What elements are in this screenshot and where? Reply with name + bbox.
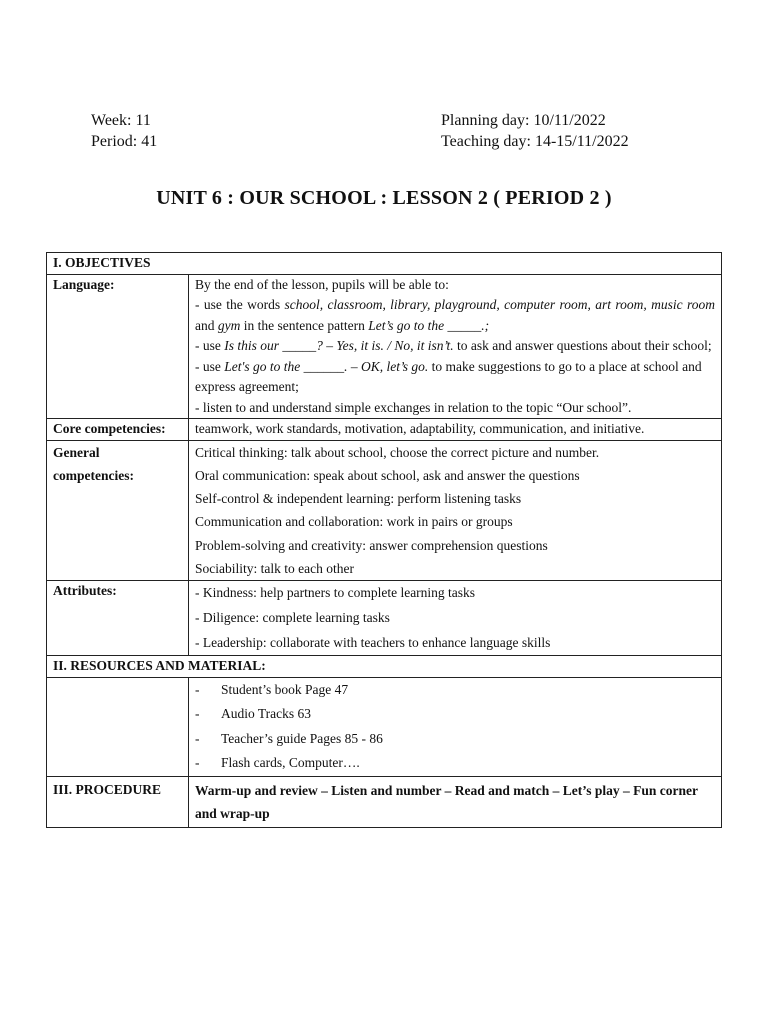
general-line: Self-control & independent learning: perform listening tasks <box>195 491 522 507</box>
attributes-content <box>189 581 722 656</box>
language-item-2: - use Is this our _____? – Yes, it is. / No, it isn’t. to ask and answer questions about their school; <box>195 338 712 353</box>
week-label: Week: 11 <box>91 112 151 129</box>
general-competencies-row <box>47 440 722 581</box>
procedure-row <box>47 776 722 827</box>
general-competencies-content <box>189 440 722 581</box>
general-competencies-label: General competencies: <box>47 440 189 581</box>
resources-heading-row <box>47 656 722 678</box>
core-competencies-row <box>47 419 722 441</box>
header-right <box>441 110 629 152</box>
resource-item: - Teacher’s guide Pages 85 - 86 <box>195 730 383 746</box>
language-row <box>47 274 722 419</box>
planning-day-label: Planning day: 10/11/2022 <box>441 112 606 129</box>
general-line: Problem-solving and creativity: answer comprehension questions <box>195 537 548 553</box>
language-intro: By the end of the lesson, pupils will be able to: <box>195 276 449 292</box>
resources-empty-cell <box>47 677 189 776</box>
general-line: Communication and collaboration: work in pairs or groups <box>195 514 513 530</box>
language-item-3: - use Let's go to the ______. – OK, let’s go. to make suggestions to go to a place at school and express agreement; <box>195 358 702 394</box>
core-competencies-text: teamwork, work standards, motivation, adaptability, communication, and initiative. <box>189 419 722 441</box>
resource-item: - Student’s book Page 47 <box>195 681 349 697</box>
language-item-1: - use the words school, classroom, library, playground, computer room, art room, music room and gym in the sentence pattern Let’s go to the _____.; <box>195 297 715 333</box>
procedure-label: III. PROCEDURE <box>47 776 189 827</box>
resources-row <box>47 677 722 776</box>
general-line: Critical thinking: talk about school, choose the correct picture and number. <box>195 444 600 460</box>
teaching-day-label: Teaching day: 14-15/11/2022 <box>441 133 629 150</box>
procedure-text: Warm-up and review – Listen and number – Read and match – Let’s play – Fun corner and wrap-up <box>189 776 722 827</box>
page-title: UNIT 6 : OUR SCHOOL : LESSON 2 ( PERIOD 2 ) <box>156 187 612 209</box>
general-line: Sociability: talk to each other <box>195 560 354 576</box>
attribute-line: - Diligence: complete learning tasks <box>195 609 390 625</box>
attribute-line: - Leadership: collaborate with teachers to enhance language skills <box>195 634 551 650</box>
resource-item: - Audio Tracks 63 <box>195 706 312 722</box>
attribute-line: - Kindness: help partners to complete learning tasks <box>195 585 476 601</box>
attributes-label: Attributes: <box>47 581 189 656</box>
language-label: Language: <box>47 274 189 419</box>
language-item-4: - listen to and understand simple exchanges in relation to the topic “Our school”. <box>195 399 632 415</box>
sentence-pattern: Let’s go to the _____.; <box>368 317 490 333</box>
language-content <box>189 274 722 419</box>
objectives-heading: I. OBJECTIVES <box>47 253 722 275</box>
core-competencies-label: Core competencies: <box>47 419 189 441</box>
resources-heading: II. RESOURCES AND MATERIAL: <box>47 656 722 678</box>
objectives-heading-row <box>47 253 722 275</box>
lesson-plan-table <box>46 252 722 828</box>
header-left <box>91 110 157 152</box>
period-label: Period: 41 <box>91 133 158 150</box>
attributes-row <box>47 581 722 656</box>
resource-item: - Flash cards, Computer…. <box>195 755 360 771</box>
resources-content <box>189 677 722 776</box>
vocabulary-words: school, classroom, library, playground, computer room, art room, music room <box>284 297 715 312</box>
general-line: Oral communication: speak about school, ask and answer the questions <box>195 467 580 483</box>
